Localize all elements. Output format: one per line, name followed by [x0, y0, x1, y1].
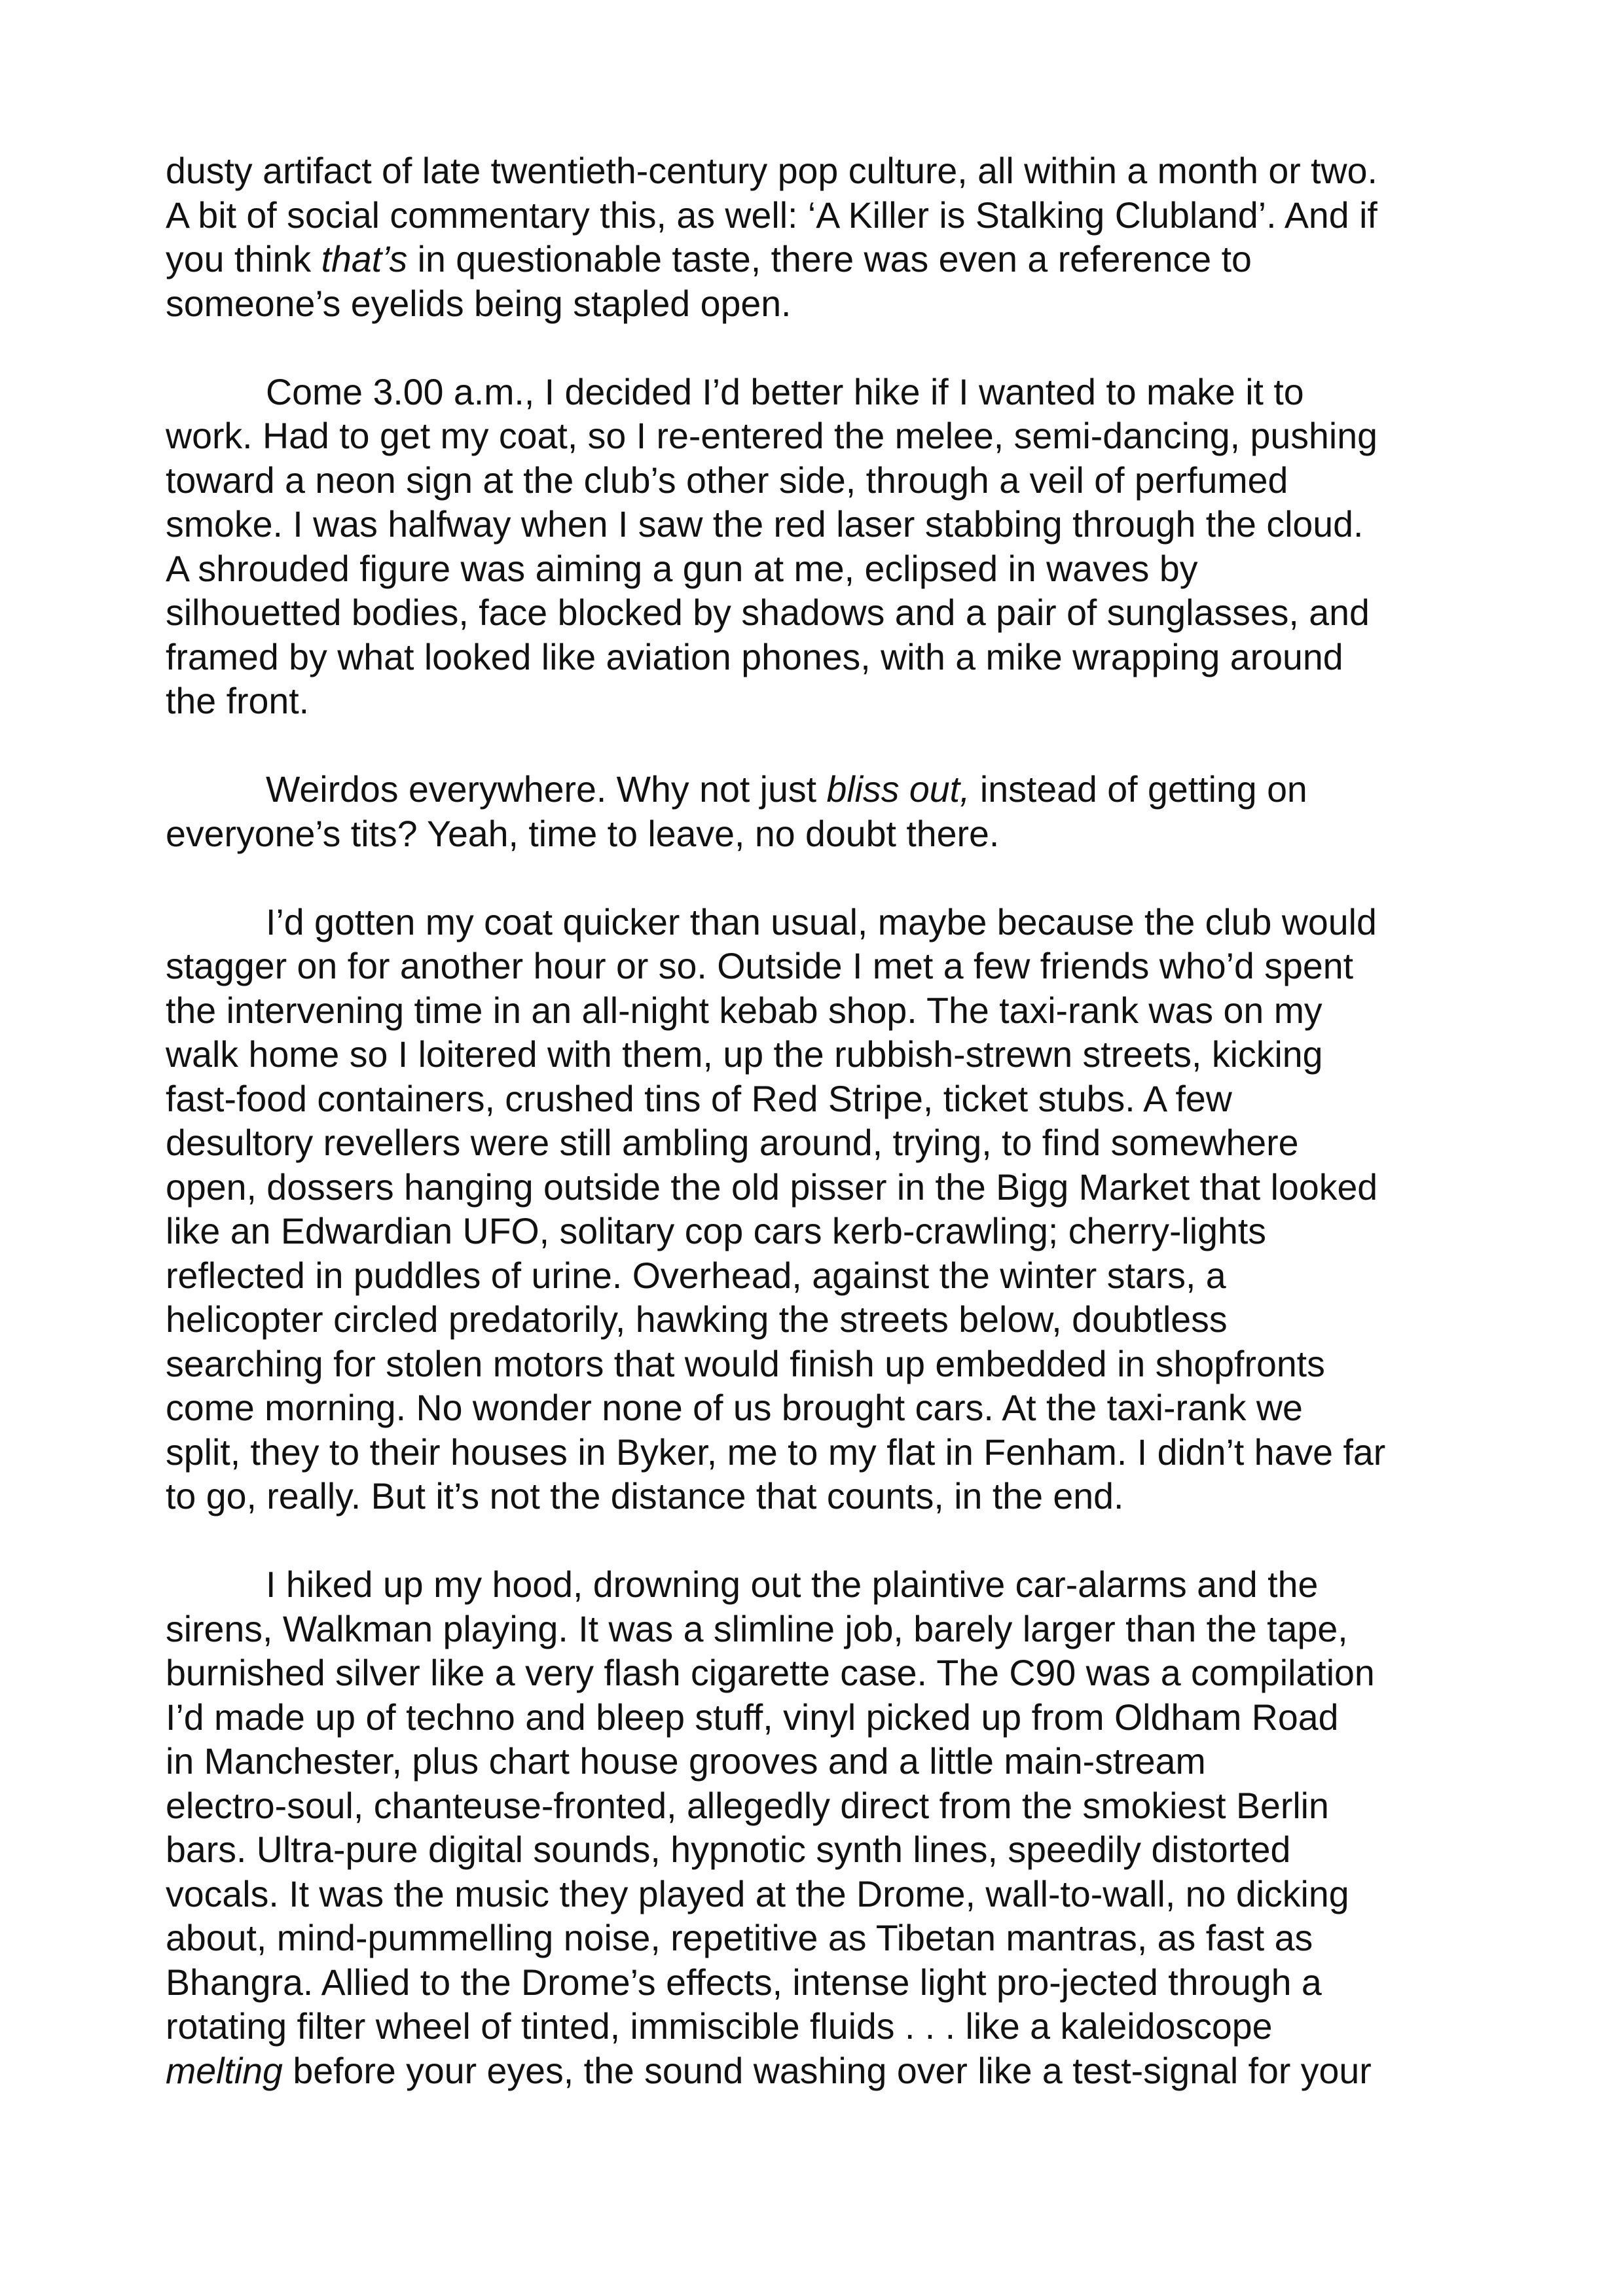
text-line: [166, 282, 1475, 327]
text-run: I hiked up my hood, drowning out the plaintive car-alarms and the: [266, 1564, 1319, 1605]
text-run: in questionable taste, there was even a reference to: [407, 239, 1252, 279]
text-run: toward a neon sign at the club’s other side, through a veil of perfumed: [166, 459, 1288, 501]
text-line: [166, 2005, 1475, 2049]
text-line: [166, 1033, 1475, 1077]
text-run: come morning. No wonder none of us brought cars. At the taxi-rank we: [166, 1388, 1303, 1428]
text-line: [166, 2049, 1475, 2094]
text-line: [166, 1254, 1475, 1299]
text-run: dusty artifact of late twentieth-century pop culture, all within a month or two.: [166, 151, 1377, 191]
text-run: walk home so I loitered with them, up the rubbish-strewn streets, kicking: [166, 1034, 1323, 1075]
text-line: [166, 636, 1475, 680]
text-line: [166, 1431, 1475, 1475]
text-line: [166, 1563, 1475, 1607]
text-line: [166, 1210, 1475, 1254]
text-line: [166, 679, 1475, 724]
text-run: Bhangra. Allied to the Drome’s effects, intense light pro-jected through a: [166, 1962, 1322, 2003]
text-line: [166, 1077, 1475, 1122]
text-run: someone’s eyelids being stapled open.: [166, 283, 792, 324]
italic-text: melting: [166, 2050, 283, 2091]
text-line: [166, 1916, 1475, 1961]
text-run: I’d made up of techno and bleep stuff, vinyl picked up from Oldham Road: [166, 1696, 1339, 1738]
text-run: helicopter circled predatorily, hawking the streets below, doubtless: [166, 1299, 1228, 1340]
text-run: before your eyes, the sound washing over like a test-signal for your: [282, 2050, 1372, 2091]
text-run: the front.: [166, 681, 310, 721]
text-line: [166, 194, 1475, 238]
italic-text: that’s: [321, 239, 408, 279]
text-run: I’d gotten my coat quicker than usual, maybe because the club would: [266, 901, 1377, 942]
text-line: [166, 1696, 1475, 1740]
text-run: smoke. I was halfway when I saw the red laser stabbing through the cloud.: [166, 504, 1364, 545]
text-run: framed by what looked like aviation phones, with a mike wrapping around: [166, 636, 1343, 677]
text-line: [166, 238, 1475, 282]
text-run: desultory revellers were still ambling around, trying, to find somewhere: [166, 1122, 1299, 1163]
paragraph: [166, 768, 1475, 856]
paragraph: [166, 901, 1475, 1519]
paragraph: [166, 1563, 1475, 2093]
body-text: [166, 149, 1475, 2093]
text-run: like an Edwardian UFO, solitary cop cars kerb-crawling; cherry-lights: [166, 1211, 1266, 1251]
text-line: [166, 1740, 1475, 1784]
text-line: [166, 1166, 1475, 1210]
text-line: [166, 547, 1475, 592]
text-run: instead of getting on: [970, 769, 1307, 810]
text-run: burnished silver like a very flash cigarette case. The C90 was a compilation: [166, 1653, 1375, 1693]
text-run: bars. Ultra-pure digital sounds, hypnotic synth lines, speedily distorted: [166, 1829, 1291, 1870]
text-line: [166, 1828, 1475, 1873]
italic-text: bliss out,: [826, 769, 970, 810]
text-run: about, mind-pummelling noise, repetitive as Tibetan mantras, as fast as: [166, 1918, 1313, 1958]
text-line: [166, 1961, 1475, 2005]
text-run: fast-food containers, crushed tins of Red Stripe, ticket stubs. A few: [166, 1078, 1232, 1119]
text-run: to go, really. But it’s not the distance that counts, in the end.: [166, 1476, 1124, 1516]
text-line: [166, 1651, 1475, 1696]
text-line: [166, 591, 1475, 636]
text-run: open, dossers hanging outside the old pisser in the Bigg Market that looked: [166, 1166, 1378, 1208]
text-run: silhouetted bodies, face blocked by shadows and a pair of sunglasses, and: [166, 592, 1370, 633]
text-line: [166, 503, 1475, 547]
text-run: A bit of social commentary this, as well: ‘A Killer is Stalking Clubland’. And if: [166, 194, 1377, 236]
text-line: [166, 812, 1475, 857]
text-run: sirens, Walkman playing. It was a slimline job, barely larger than the tape,: [166, 1608, 1348, 1649]
text-line: [166, 370, 1475, 415]
text-line: [166, 414, 1475, 459]
text-line: [166, 1298, 1475, 1342]
text-line: [166, 1475, 1475, 1519]
text-run: Weirdos everywhere. Why not just: [266, 769, 827, 810]
text-line: [166, 459, 1475, 503]
text-run: in Manchester, plus chart house grooves and a little main-stream: [166, 1741, 1206, 1782]
text-run: work. Had to get my coat, so I re-entered the melee, semi-dancing, pushing: [166, 416, 1377, 456]
text-run: stagger on for another hour or so. Outside I met a few friends who’d spent: [166, 946, 1353, 986]
paragraph: [166, 149, 1475, 326]
text-run: you think: [166, 239, 321, 279]
text-line: [166, 149, 1475, 194]
text-line: [166, 989, 1475, 1033]
text-run: the intervening time in an all-night kebab shop. The taxi-rank was on my: [166, 990, 1322, 1031]
text-line: [166, 1873, 1475, 1917]
text-run: everyone’s tits? Yeah, time to leave, no doubt there.: [166, 813, 1000, 854]
paragraph: [166, 370, 1475, 724]
text-run: split, they to their houses in Byker, me to my flat in Fenham. I didn’t have far: [166, 1431, 1386, 1473]
text-run: reflected in puddles of urine. Overhead, against the winter stars, a: [166, 1255, 1226, 1296]
text-line: [166, 1121, 1475, 1166]
text-line: [166, 944, 1475, 989]
text-line: [166, 768, 1475, 812]
text-line: [166, 1607, 1475, 1652]
text-line: [166, 1386, 1475, 1431]
text-run: vocals. It was the music they played at the Drome, wall-to-wall, no dicking: [166, 1873, 1349, 1914]
text-line: [166, 1784, 1475, 1829]
text-line: [166, 1342, 1475, 1387]
text-run: rotating filter wheel of tinted, immiscible fluids . . . like a kaleidoscope: [166, 2006, 1273, 2047]
text-run: electro-soul, chanteuse-fronted, allegedly direct from the smokiest Berlin: [166, 1785, 1329, 1826]
text-line: [166, 901, 1475, 945]
text-run: searching for stolen motors that would finish up embedded in shopfronts: [166, 1343, 1325, 1384]
text-run: Come 3.00 a.m., I decided I’d better hike if I wanted to make it to: [266, 371, 1304, 412]
text-run: A shrouded figure was aiming a gun at me, eclipsed in waves by: [166, 548, 1198, 589]
